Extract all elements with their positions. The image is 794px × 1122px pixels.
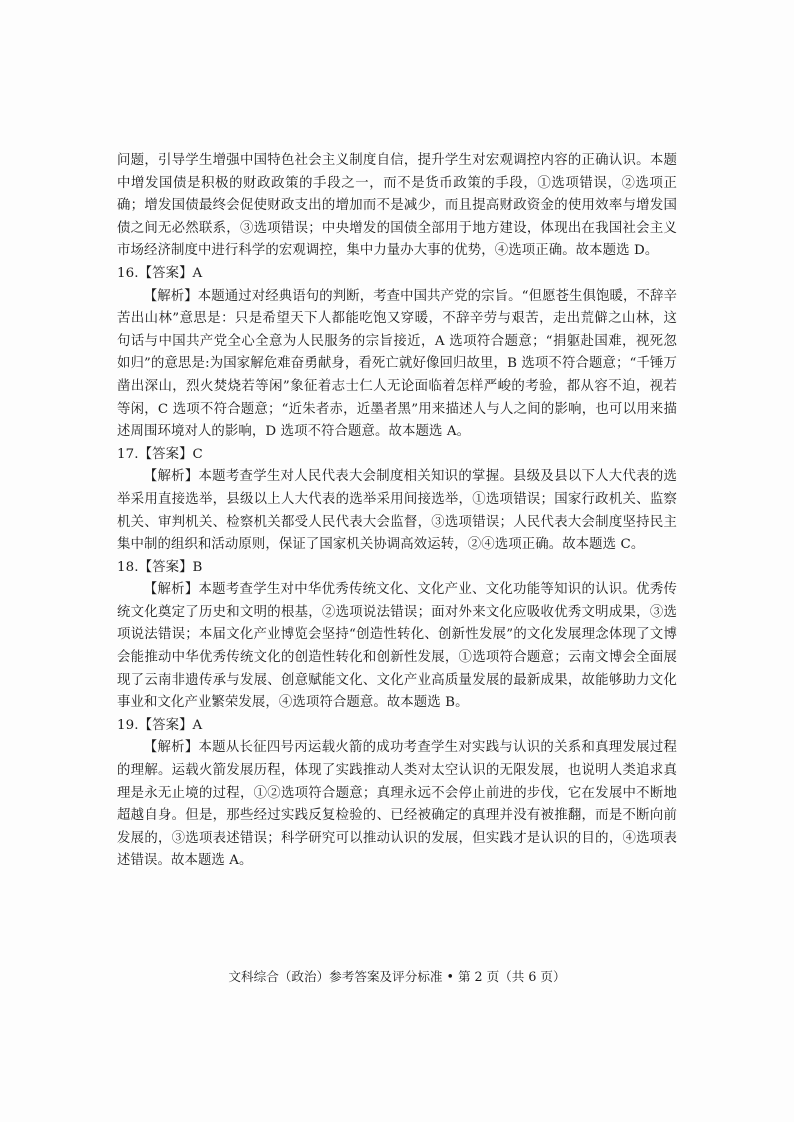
analysis-19: 【解析】本题从长征四号丙运载火箭的成功考查学生对实践与认识的关系和真理发展过程的理解。运载火箭发展历程，体现了实践推动人类对太空认识的无限发展，也说明人类追求真理是永无止境的过程，①②选项符合题意；真理永远不会停止前进的步伐，它在发展中不断地超越自身。但是，那些经过实践反复检验的、已经被确定的真理并没有被推翻，而是不断向前发展的，③选项表述错误；科学研究可以推动认识的发展，但实践才是认识的目的，④选项表述错误。故本题选 A。 bbox=[117, 740, 677, 869]
analysis-17: 【解析】本题考查学生对人民代表大会制度相关知识的掌握。县级及县以下人大代表的选举采用直接选举，县级以上人大代表的选举采用间接选举，①选项错误；国家行政机关、监察机关、审判机关、检察机关都受人民代表大会监督，③选项错误；人民代表大会制度坚持民主集中制的组织和活动原则，保证了国家机关协调高效运转，②④选项正确。故本题选 C。 bbox=[117, 469, 677, 553]
analysis-16: 【解析】本题通过对经典语句的判断，考查中国共产党的宗旨。“但愿苍生俱饱暖，不辞辛苦出山林”意思是：只是希望天下人都能吃饱又穿暖，不辞辛劳与艰苦，走出荒僻之山林，这句话与中国共产党全心全意为人民服务的宗旨接近，A 选项符合题意；“捐躯赴国难，视死忽如归”的意思是:为国家解危难奋勇献身，看死亡就好像回归故里，B 选项不符合题意；“千锤万凿出深山，烈火焚烧若等闲”象征着志士仁人无论面临着怎样严峻的考验，都从容不迫，视若等闲，C 选项不符合题意；“近朱者赤，近墨者黑”用来描述人与人之间的影响，也可以用来描述周围环境对人的影响，D 选项不符合题意。故本题选 A。 bbox=[117, 288, 677, 440]
answer-17: 17.【答案】C bbox=[117, 446, 203, 462]
page-footer: 文科综合（政治）参考答案及评分标准 • 第 2 页（共 6 页） bbox=[228, 969, 566, 984]
answer-18: 18.【答案】B bbox=[117, 559, 203, 575]
continuation-paragraph: 问题，引导学生增强中国特色社会主义制度自信，提升学生对宏观调控内容的正确认识。本题中增发国债是积极的财政政策的手段之一，而不是货币政策的手段，①选项错误，②选项正确；增发国债最终会促使财政支出的增加而不是减少，而且提高财政资金的使用效率与增发国债之间无必然联系，③选项错误；中央增发的国债全部用于地方建设，体现出在我国社会主义市场经济制度中进行科学的宏观调控，集中力量办大事的优势，④选项正确。故本题选 D。 bbox=[117, 153, 677, 259]
document-body bbox=[117, 150, 677, 873]
answer-19: 19.【答案】A bbox=[117, 717, 203, 733]
answer-16: 16.【答案】A bbox=[117, 265, 203, 281]
analysis-18: 【解析】本题考查学生对中华优秀传统文化、文化产业、文化功能等知识的认识。优秀传统文化奠定了历史和文明的根基，②选项说法错误；面对外来文化应吸收优秀文明成果，③选项说法错误；本届文化产业博览会坚持“创造性转化、创新性发展”的文化发展理念体现了文博会能推动中华优秀传统文化的创造性转化和创新性发展，①选项符合题意；云南文博会全面展现了云南非遗传承与发展、创意赋能文化、文化产业高质量发展的最新成果，故能够助力文化事业和文化产业繁荣发展，④选项符合题意。故本题选 B。 bbox=[117, 582, 677, 711]
